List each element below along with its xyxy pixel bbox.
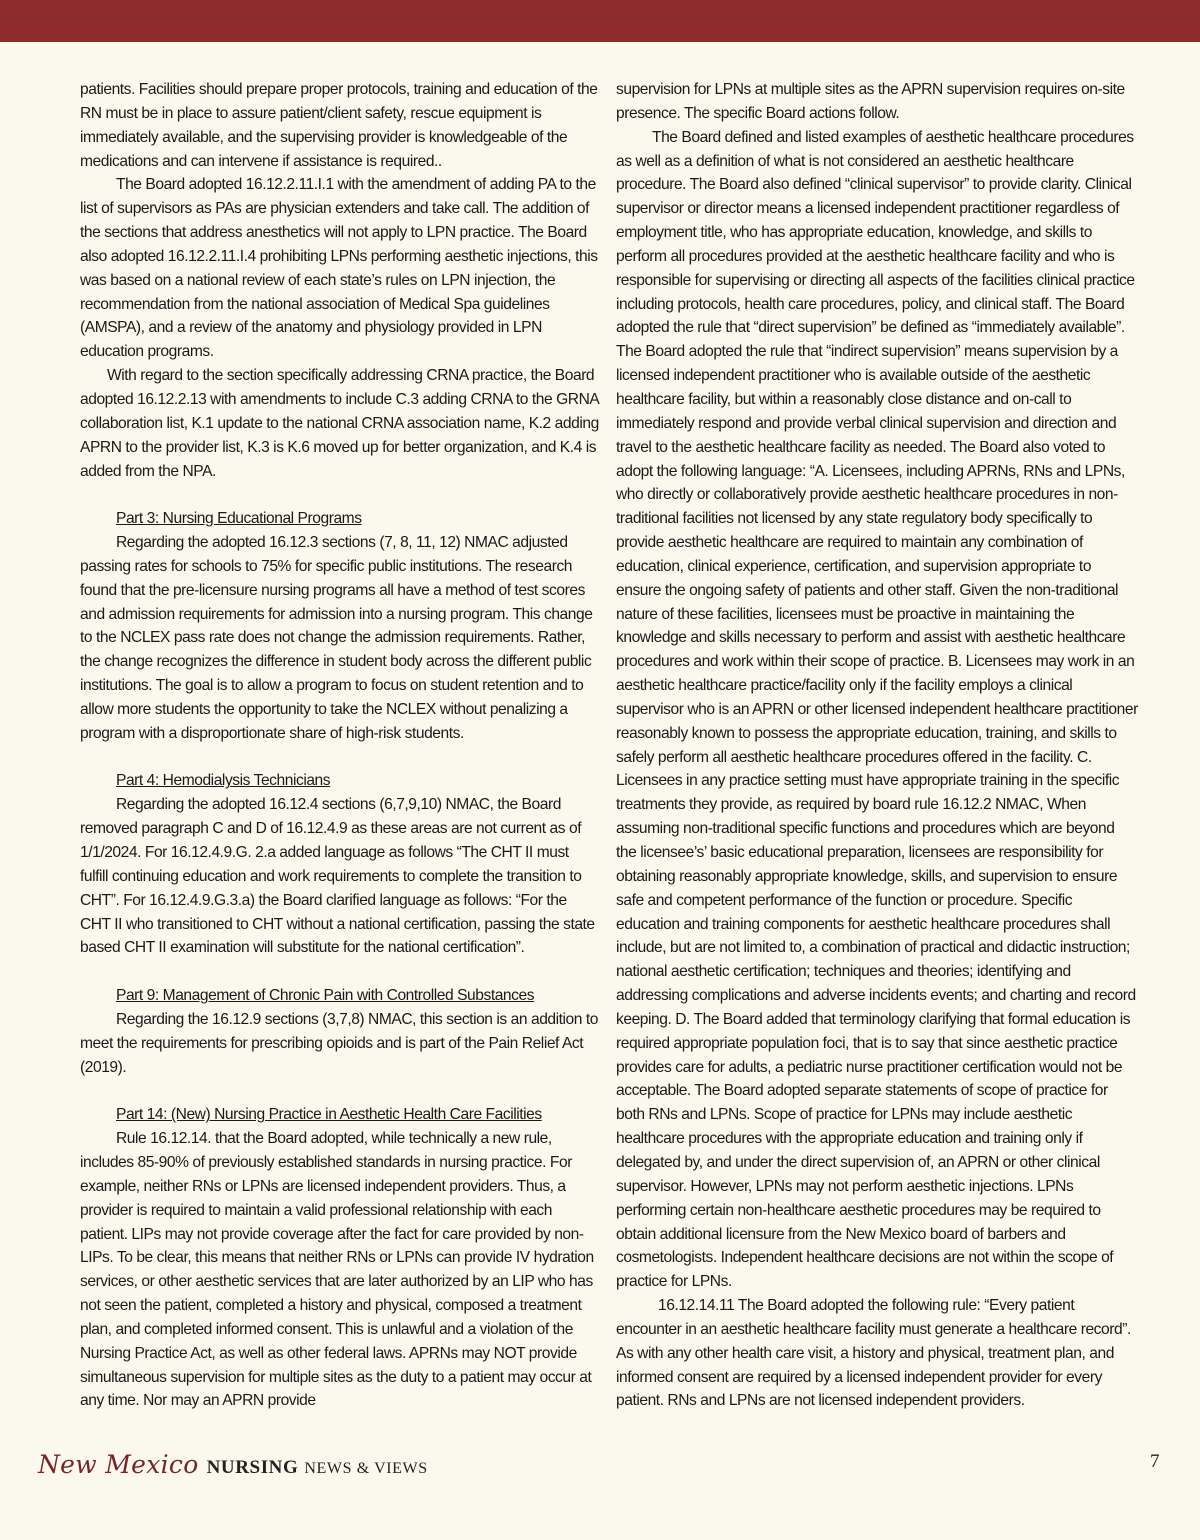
right-paragraph-3: 16.12.14.11 The Board adopted the following rule: “Every patient encounter in an aesthetic healthcare facility must generate a healthcare record”. As with any other health care visit, a history and physical, treatment plan, and informed consent are required by a licensed independent provider for every patient. RNs and LPNs are not licensed independent providers. — [616, 1297, 1131, 1410]
masthead-news-views: NEWS & VIEWS — [304, 1460, 428, 1477]
right-column — [616, 78, 1138, 1413]
spacer — [80, 1079, 600, 1103]
part9-text: Regarding the 16.12.9 sections (3,7,8) NMAC, this section is an addition to meet the requirements for prescribing opioids and is part of the Pain Relief Act (2019). — [80, 1010, 598, 1076]
part3-heading: Part 3: Nursing Educational Programs — [116, 510, 362, 528]
top-color-band — [0, 0, 1200, 42]
left-paragraph-3: With regard to the section specifically addressing CRNA practice, the Board adopted 16.12.2.13 with amendments to include C.3 adding CRNA to the GRNA collaboration list, K.1 update to the national CRNA association name, K.2 adding APRN to the provider list, K.3 is K.6 moved up for better organization, and K.4 is added from the NPA. — [80, 367, 599, 480]
part4-text: Regarding the adopted 16.12.4 sections (6,7,9,10) NMAC, the Board removed paragraph C and D of 16.12.4.9 as these areas are not current as of 1/1/2024. For 16.12.4.9.G. 2.a added language as follows “The CHT II must fulfill continuing education and work requirements to complete the transition to CHT”. For 16.12.4.9.G.3.a) the Board clarified language as follows: “For the CHT II who transitioned to CHT without a national certification, passing the state based CHT II examination will substitute for the national certification”. — [80, 796, 595, 957]
footer-masthead — [38, 1450, 428, 1490]
spacer — [80, 960, 600, 984]
masthead-nursing: NURSING — [206, 1457, 299, 1478]
left-paragraph-2: The Board adopted 16.12.2.11.I.1 with the amendment of adding PA to the list of supervisors as PAs are physician extenders and take call. The addition of the sections that address anesthetics will not apply to LPN practice. The Board also adopted 16.12.2.11.I.4 prohibiting LPNs performing aesthetic injections, this was based on a national review of each state’s rules on LPN injection, the recommendation from the national association of Medical Spa guidelines (AMSPA), and a review of the anatomy and physiology provided in LPN education programs. — [80, 176, 598, 361]
part14-heading: Part 14: (New) Nursing Practice in Aesthetic Health Care Facilities — [116, 1106, 542, 1124]
masthead-script-title: New Mexico — [38, 1450, 199, 1479]
right-paragraph-1: supervision for LPNs at multiple sites as the APRN supervision requires on-site presence. The specific Board actions follow. — [616, 81, 1125, 122]
page-number: 7 — [1150, 1451, 1160, 1472]
left-paragraph-1: patients. Facilities should prepare proper protocols, training and education of the RN must be in place to assure patient/client safety, rescue equipment is immediately available, and the supervising provider is knowledgeable of the medications and can intervene if assistance is required.. — [80, 81, 598, 170]
part14-text: Rule 16.12.14. that the Board adopted, while technically a new rule, includes 85-90% of previously established standards in nursing practice. For example, neither RNs or LPNs are licensed independent providers. Thus, a provider is required to maintain a valid professional relationship with each patient. LIPs may not provide coverage after the fact for care provided by non-LIPs. To be clear, this means that neither RNs or LPNs can provide IV hydration services, or other aesthetic services that are later authorized by an LIP who has not seen the patient, completed a history and physical, composed a treatment plan, and completed informed consent. This is unlawful and a violation of the Nursing Practice Act, as well as other federal laws. APRNs may NOT provide simultaneous supervision for multiple sites as the duty to a patient may occur at any time. Nor may an APRN provide — [80, 1130, 594, 1410]
part9-heading: Part 9: Management of Chronic Pain with Controlled Substances — [116, 987, 535, 1005]
spacer — [80, 483, 600, 507]
part3-text: Regarding the adopted 16.12.3 sections (7, 8, 11, 12) NMAC adjusted passing rates for schools to 75% for specific public institutions. The research found that the pre-licensure nursing programs all have a method of test scores and admission requirements for admission into a nursing program. This change to the NCLEX pass rate does not change the admission requirements. Rather, the change recognizes the difference in student body across the different public institutions. The goal is to allow a program to focus on student retention and to allow more students the opportunity to take the NCLEX without penalizing a program with a disproportionate share of high-risk students. — [80, 534, 593, 742]
left-column — [80, 78, 600, 1413]
right-paragraph-2: The Board defined and listed examples of aesthetic healthcare procedures as well as a definition of what is not considered an aesthetic healthcare procedure. The Board also defined “clinical supervisor” to provide clarity. Clinical supervisor or director means a licensed independent practitioner regardless of employment title, who has appropriate education, knowledge, and skills to perform all procedures provided at the aesthetic healthcare facility and who is responsible for supervising or directing all aspects of the facilities clinical practice including protocols, health care procedures, policy, and clinical staff. The Board adopted the rule that “direct supervision” be defined as “immediately available”. The Board adopted the rule that “indirect supervision” means supervision by a licensed independent practitioner who is available outside of the aesthetic healthcare facility, but within a reasonably close distance and on-call to immediately respond and provide verbal clinical supervision and direction and travel to the aesthetic healthcare facility as needed. The Board also voted to adopt the following language: “A. Licensees, including APRNs, RNs and LPNs, who directly or collaboratively provide aesthetic healthcare procedures in non-traditional facilities not licensed by any state regulatory body specifically to provide aesthetic healthcare are required to maintain any combination of education, clinical experience, certification, and supervision appropriate to ensure the ongoing safety of patients and other staff. Given the non-traditional nature of these facilities, licensees must be proactive in maintaining the knowledge and skills necessary to perform and assist with aesthetic healthcare procedures and work within their scope of practice. B. Licensees may work in an aesthetic healthcare practice/facility only if the facility employs a clinical supervisor who is an APRN or other licensed independent healthcare practitioner reasonably known to possess the appropriate education, training, and skills to safely perform all aesthetic healthcare procedures offered in the facility. C. Licensees in any practice setting must have appropriate training in the specific treatments they provide, as required by board rule 16.12.2 NMAC, When assuming non-traditional specific functions and procedures which are beyond the licensee’s’ basic educational preparation, licensees are responsibility for obtaining reasonably appropriate knowledge, skills, and supervision to ensure safe and competent performance of the function or procedure. Specific education and training components for aesthetic healthcare procedures shall include, but are not limited to, a combination of practical and didactic instruction; national aesthetic certification; techniques and theories; identifying and addressing complications and adverse incidents events; and charting and record keeping. D. The Board added that terminology clarifying that formal education is required appropriate population foci, that is to say that since aesthetic practice provides care for adults, a pediatric nurse practitioner certification would not be acceptable. The Board adopted separate statements of scope of practice for both RNs and LPNs. Scope of practice for LPNs may include aesthetic healthcare procedures with the appropriate education and training only if delegated by, and under the direct supervision of, an APRN or other clinical supervisor. However, LPNs may not perform aesthetic injections. LPNs performing certain non-healthcare aesthetic procedures may be required to obtain additional licensure from the New Mexico board of barbers and cosmetologists. Independent healthcare decisions are not within the scope of practice for LPNs. — [616, 128, 1138, 1291]
spacer — [80, 746, 600, 770]
part4-heading: Part 4: Hemodialysis Technicians — [116, 772, 331, 790]
